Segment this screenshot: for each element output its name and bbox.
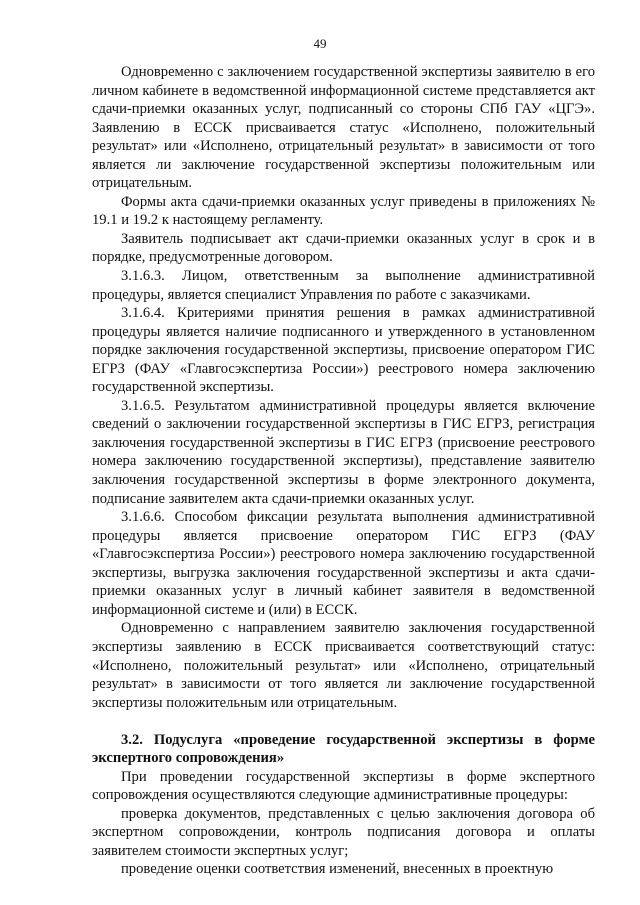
paragraph-procedures-intro: При проведении государственной экспертизы в форме экспертного сопровождения осуществляются следующие административные процедуры: bbox=[92, 768, 595, 804]
paragraph-status-assignment: Одновременно с направлением заявителю заключения государственной экспертизы заявлению в ЕССК присваивается соответствующий статус: «Исполнено, положительный результат» или «Исполнено, отрицательный результат» в зависимости от того является ли заключение государственной экспертизы положительным или отрицательным. bbox=[92, 620, 595, 711]
section-heading-3-2: 3.2. Подуслуга «проведение государственной экспертизы в форме экспертного сопровождения» bbox=[92, 731, 595, 767]
page-number: 49 bbox=[313, 36, 327, 51]
list-item-document-check: проверка документов, представленных с целью заключения договора об экспертном сопровождении, контроль подписания договора и оплаты заявителем стоимости экспертных услуг; bbox=[92, 805, 595, 859]
paragraph-3-1-6-3: 3.1.6.3. Лицом, ответственным за выполнение административной процедуры, является специалист Управления по работе с заказчиками. bbox=[92, 268, 595, 303]
paragraph-result-with-act: Одновременно с заключением государственной экспертизы заявителю в его личном кабинете в ведомственной информационной системе представляется акт сдачи-приемки оказанных услуг, подписанный со стороны СПб ГАУ «ЦГЭ». Заявлению в ЕССК присваивается статус «Исполнено, положительный результат» или «Исполнено, отрицательный результат» в зависимости от того является ли заключение государственной экспертизы положительным или отрицательным. bbox=[92, 64, 595, 192]
paragraph-act-forms: Формы акта сдачи-приемки оказанных услуг приведены в приложениях № 19.1 и 19.2 к настоящему регламенту. bbox=[92, 193, 595, 229]
paragraph-applicant-signs-act: Заявитель подписывает акт сдачи-приемки оказанных услуг в срок и в порядке, предусмотренные договором. bbox=[92, 230, 595, 266]
paragraph-3-1-6-5: 3.1.6.5. Результатом административной процедуры является включение сведений о заключении государственной экспертизы в ГИС ЕГРЗ, регистрация заключения государственной экспертизы в ГИС ЕГРЗ (присвоение реестрового номера заключению государственной экспертизы), представление заявителю заключения государственной экспертизы в форме электронного документа, подписание заявителем акта сдачи-приемки оказанных услуг. bbox=[92, 397, 595, 507]
paragraph-3-1-6-6: 3.1.6.6. Способом фиксации результата выполнения административной процедуры является присвоение оператором ГИС ЕГРЗ (ФАУ «Главгосэкспертиза России») реестрового номера заключению государственной экспертизы, выгрузка заключения государственной экспертизы и акта сдачи-приемки оказанных услуг в личный кабинет заявителя в ведомственной информационной системе и (или) в ЕССК. bbox=[92, 509, 595, 618]
list-item-changes-assessment: проведение оценки соответствия изменений, внесенных в проектную bbox=[121, 861, 554, 878]
document-body bbox=[92, 63, 595, 879]
paragraph-3-1-6-4: 3.1.6.4. Критериями принятия решения в рамках административной процедуры является наличие подписанного и утвержденного в установленном порядке заключения государственной экспертизы, присвоение оператором ГИС ЕГРЗ (ФАУ «Главгосэкспертиза России») реестрового номера заключению государственной экспертизы. bbox=[92, 305, 595, 396]
